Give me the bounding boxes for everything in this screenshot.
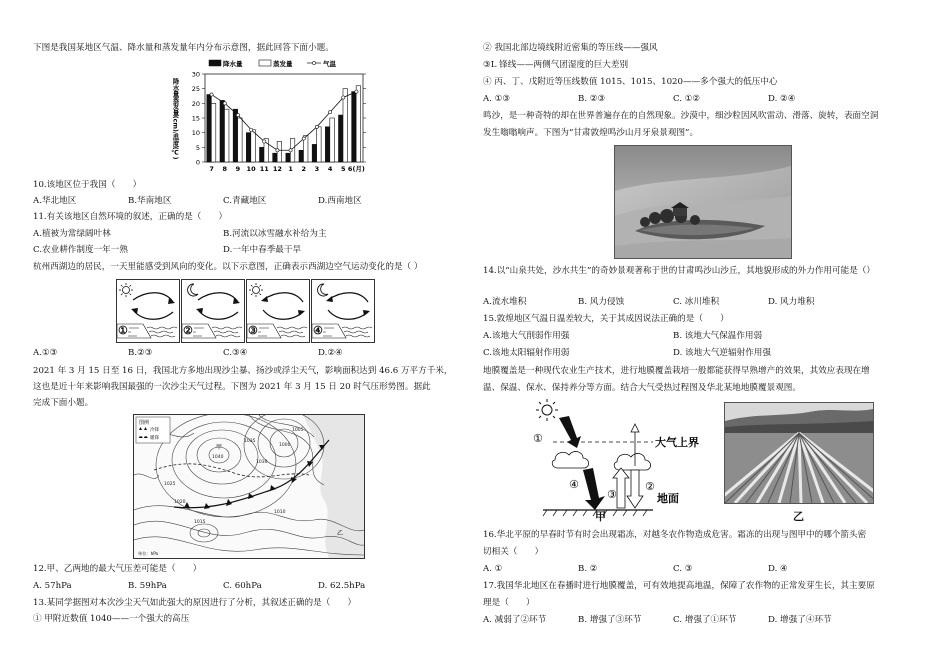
q16-option-c[interactable]: C. ③: [673, 564, 693, 574]
temp-point: [249, 128, 252, 131]
crescent-lake-photo: [614, 145, 792, 259]
map-legend-cold: 冷锋: [150, 428, 159, 433]
x-tick-label: 2: [301, 165, 307, 173]
q13-statement-3: ③L 锋线——两侧气团湿度的巨大差别: [483, 60, 629, 70]
isobar-label: 1000: [279, 443, 291, 448]
bar-precip: [273, 153, 277, 162]
q17-option-a[interactable]: A. 减弱了②环节: [483, 615, 547, 625]
x-tick-label: 3: [314, 165, 320, 173]
q15-stem: 15.敦煌地区气温日温差较大，关于其成因说法正确的是（ ）: [483, 314, 729, 324]
fig-jia-label: 甲: [595, 510, 606, 523]
temp-point: [328, 111, 331, 114]
film-field-photo: [724, 402, 874, 504]
y-tick-label: 25: [191, 85, 200, 94]
q10-stem: 10.该地区位于我国（ ）: [33, 180, 142, 190]
crescent-lake-svg: [615, 146, 791, 258]
isobar-label: 1025: [164, 482, 176, 487]
q13-option-d[interactable]: D. ②④: [768, 94, 796, 104]
q13-statement-1: ① 甲附近数值 1040——一个强大的高压: [33, 614, 190, 624]
q11-option-d[interactable]: D.一年中春季最干旱: [223, 245, 302, 255]
q11-option-a[interactable]: A.植被为常绿阔叶林: [33, 229, 111, 239]
q12-option-a[interactable]: A. 57hPa: [33, 581, 72, 591]
wl-option-c[interactable]: C.③④: [223, 348, 248, 358]
q12-option-d[interactable]: D. 62.5hPa: [318, 581, 366, 591]
sun-icon: [536, 399, 558, 421]
breeze-panel-label: ③: [248, 324, 258, 337]
q17-stem-2: 理是（ ）: [483, 598, 535, 608]
x-tick-label: 9: [235, 165, 241, 173]
q15-options-2: [483, 348, 923, 360]
temp-point: [342, 96, 345, 99]
breeze-panel-label: ②: [183, 324, 193, 337]
wl-option-a[interactable]: A.①③: [33, 348, 58, 358]
isobar-label: 1005: [292, 428, 304, 433]
q17-stem-1: 17.我国华北地区在春播时进行地膜覆盖，可有效地提高地温，保障了农作物的正常发芽生长，其主要原: [483, 581, 875, 591]
isobar-label: 1015: [194, 520, 206, 525]
fig-yi-label: 乙: [793, 510, 804, 523]
q11-stem: 11.有关该地区自然环境的叙述，正确的是（ ）: [33, 212, 228, 222]
map-label-yi: 乙: [337, 530, 344, 537]
y-tick-label: 10: [191, 129, 200, 138]
x-tick-label: 4: [327, 165, 333, 173]
bar-precip: [207, 95, 211, 162]
y-tick-label: 20: [191, 99, 200, 108]
q16-option-a[interactable]: A. ①: [483, 564, 503, 574]
temp-point: [315, 125, 318, 128]
q13-stem: 13.某同学据图对本次沙尘天气如此强大的原因进行了分析，其叙述正确的是（ ）: [33, 598, 357, 608]
legend-precip-label: 降水量: [223, 60, 243, 68]
q11-options-2: [33, 245, 463, 257]
bar-precip: [220, 100, 224, 162]
isobar-label: 1030: [256, 460, 268, 465]
q17-option-c[interactable]: C. 增强了①环节: [673, 615, 737, 625]
fig-top-label: 大气上界: [655, 436, 699, 449]
fig-arrow-1: ①: [533, 432, 543, 445]
sun-icon: [249, 283, 263, 297]
moon-icon: [188, 284, 198, 296]
wl-option-d[interactable]: D.②④: [318, 348, 343, 358]
q12-option-b[interactable]: B. 59hPa: [128, 581, 167, 591]
x-tick-label: 1: [288, 165, 293, 173]
q13-options: [483, 94, 923, 106]
climate-chart: [161, 58, 371, 176]
temp-point: [263, 140, 266, 143]
bar-precip: [286, 153, 290, 162]
bar-precip: [299, 150, 303, 162]
heating-diagram: [533, 398, 713, 523]
y-tick-label: 30: [191, 70, 200, 79]
legend-evap-swatch: [259, 60, 271, 66]
q10-option-b[interactable]: B.华南地区: [128, 196, 172, 206]
map-label-jia: 甲: [216, 444, 223, 451]
westlake-options: [33, 348, 463, 360]
q13-option-b[interactable]: B. ②③: [578, 94, 606, 104]
x-tick-label: 11: [259, 165, 269, 173]
bar-evap: [330, 118, 334, 162]
q13-option-c[interactable]: C. ①②: [673, 94, 701, 104]
pressure-map-svg: [134, 415, 364, 558]
q16-stem-2: 切相关（ ）: [483, 547, 544, 557]
q17-option-b[interactable]: B. 增强了③环节: [578, 615, 642, 625]
temp-point: [355, 90, 358, 93]
bar-evap: [224, 109, 228, 162]
q15-options-1: [483, 331, 923, 343]
q13-statement-4: ④ 丙、丁、戊附近等压线数值 1015、1015、1020——多个强大的低压中心: [483, 77, 778, 87]
isobar-label: 1020: [174, 500, 186, 505]
temp-point: [302, 137, 305, 140]
film-field-svg: [725, 403, 873, 503]
q15-option-b[interactable]: B. 该地大气保温作用弱: [673, 331, 763, 341]
wl-option-b[interactable]: B.②③: [128, 348, 153, 358]
q16-option-d[interactable]: D. ④: [768, 564, 788, 574]
fig-arrow-4: ④: [569, 478, 579, 491]
x-tick-label: 5: [340, 165, 346, 173]
isobar-label: 1010: [274, 510, 286, 515]
bar-precip: [246, 133, 250, 162]
y-axis-label: 降水量蒸发量(cm)/温度(℃): [171, 78, 179, 160]
sun-icon: [119, 283, 133, 297]
dust-text-1: 2021 年 3 月 15 日至 16 日，我国北方多地出现沙尘暴、扬沙或浮尘天气，影响面积达到 46.6 万平方千米，: [33, 366, 453, 376]
y-tick-label: 0: [195, 158, 200, 167]
q11-option-b[interactable]: B.河流以冰雪融水补给为主: [223, 229, 327, 239]
q15-option-a[interactable]: A.该地大气削弱作用强: [483, 331, 570, 341]
breeze-panel-label: ①: [118, 324, 128, 337]
chart-intro: 下图是我国某地区气温、降水量和蒸发量年内分布示意图，据此回答下面小题。: [33, 43, 334, 53]
bar-precip: [260, 147, 264, 162]
film-text-2: 温、保温、保水、保持养分等方面。结合大气受热过程图及华北某地地膜覆景观图。: [483, 383, 801, 393]
temp-point: [210, 93, 213, 96]
map-legend-title: 图例: [139, 420, 150, 426]
q14-option-a[interactable]: A.流水堆积: [483, 297, 527, 307]
bar-evap: [356, 86, 360, 162]
q16-stem-1: 16.华北平原的早春时节有时会出现霜冻，对越冬农作物造成危害。霜冻的出现与图甲中的哪个箭头密: [483, 530, 867, 540]
legend-temp-point: [312, 61, 315, 64]
q11-options-1: [33, 229, 463, 241]
q10-options: [33, 196, 463, 208]
fig-arrow-3: ③: [607, 488, 617, 501]
breeze-panel-label: ④: [313, 324, 323, 337]
sand-text-2: 发生嗡嗡响声。下图为“甘肃敦煌鸣沙山月牙泉景观图”。: [483, 128, 699, 138]
q11-option-c[interactable]: C.农业耕作制度一年一熟: [33, 245, 128, 255]
q15-option-c[interactable]: C.该地太阳辐射作用弱: [483, 348, 570, 358]
bar-precip: [339, 115, 343, 162]
legend-precip-swatch: [209, 60, 221, 66]
q14-option-c[interactable]: C. 冰川堆积: [673, 297, 720, 307]
q13-statement-2: ② 我国北部边境线附近密集的等压线——强风: [483, 43, 658, 53]
temp-point: [289, 149, 292, 152]
q10-option-a[interactable]: A.华北地区: [33, 196, 77, 206]
film-text-1: 地膜覆盖是一种现代农业生产技术，进行地膜覆盖栽培一般都能获得早熟增产的效果，其效应表现在增: [483, 366, 870, 376]
westlake-stem: 杭州西湖边的居民，一天里能感受到风向的变化。以下示意图，正确表示西湖边空气运动变化的是（ ）: [33, 262, 423, 272]
q17-option-d[interactable]: D. 增强了④环节: [768, 615, 832, 625]
isobar-label: 1035: [244, 439, 256, 444]
fig-arrow-2: ②: [645, 480, 655, 493]
y-tick-label: 5: [195, 143, 200, 152]
bar-precip: [312, 144, 316, 162]
q12-options: [33, 581, 463, 593]
map-units: 单位：hPa: [138, 551, 159, 556]
q14-option-d[interactable]: D. 风力堆积: [768, 297, 815, 307]
isobar-label: 1040: [212, 455, 224, 460]
dust-text-2: 这也是近十年来影响我国最强的一次沙尘天气过程。下图为 2021 年 3 月 15 日 20 时气压形势图。据此: [33, 382, 431, 392]
bar-evap: [317, 127, 321, 162]
breeze-diagrams: [116, 279, 374, 343]
q14-option-b[interactable]: B. 风力侵蚀: [578, 297, 625, 307]
fig-ground-label: 地面: [657, 492, 679, 505]
bar-evap: [238, 118, 242, 162]
q16-options: [483, 564, 923, 576]
bar-precip: [352, 92, 356, 162]
temp-point: [236, 113, 239, 116]
temp-point: [276, 149, 279, 152]
map-legend-warm: 暖锋: [150, 436, 159, 441]
x-tick-label: 7: [209, 165, 214, 173]
bar-precip: [325, 127, 329, 162]
x-tick-label: 10: [246, 165, 256, 173]
x-tick-label: 8: [222, 165, 228, 173]
q12-stem: 12.甲、乙两地的最大气压差可能是（ ）: [33, 564, 202, 574]
bar-precip: [233, 109, 237, 162]
legend-temp-label: 气温: [323, 60, 336, 68]
temp-point: [223, 102, 226, 105]
q15-option-d[interactable]: D. 该地大气逆辐射作用强: [673, 348, 771, 358]
pressure-map: [133, 414, 365, 559]
bar-evap: [251, 130, 255, 162]
q10-option-d[interactable]: D.西南地区: [318, 196, 362, 206]
q13-option-a[interactable]: A. ①③: [483, 94, 511, 104]
q16-option-b[interactable]: B. ②: [578, 564, 598, 574]
y-tick-label: 15: [191, 114, 200, 123]
moon-icon: [318, 284, 328, 296]
legend-evap-label: 蒸发量: [273, 60, 293, 68]
sand-text-1: 鸣沙，是一种奇特的却在世界普遍存在的自然现象。沙漠中，细沙粒因风吹雷动、滑落、旋转，表面空洞: [483, 111, 879, 121]
q10-option-c[interactable]: C.青藏地区: [223, 196, 267, 206]
q14-stem: 14.以“山泉共处，沙水共生”的奇妙景观著称于世的甘肃鸣沙山沙丘，其地貌形成的外力作用可能是（）: [483, 266, 875, 276]
q12-option-c[interactable]: C. 60hPa: [223, 581, 262, 591]
q17-options: [483, 615, 923, 627]
q14-options: [483, 297, 923, 309]
bar-evap: [343, 89, 347, 162]
bar-evap: [211, 103, 215, 162]
x-tick-label: 12: [272, 165, 282, 173]
x-tick-label: 6(月): [347, 165, 365, 173]
dust-text-3: 完成下面小题。: [33, 398, 94, 408]
